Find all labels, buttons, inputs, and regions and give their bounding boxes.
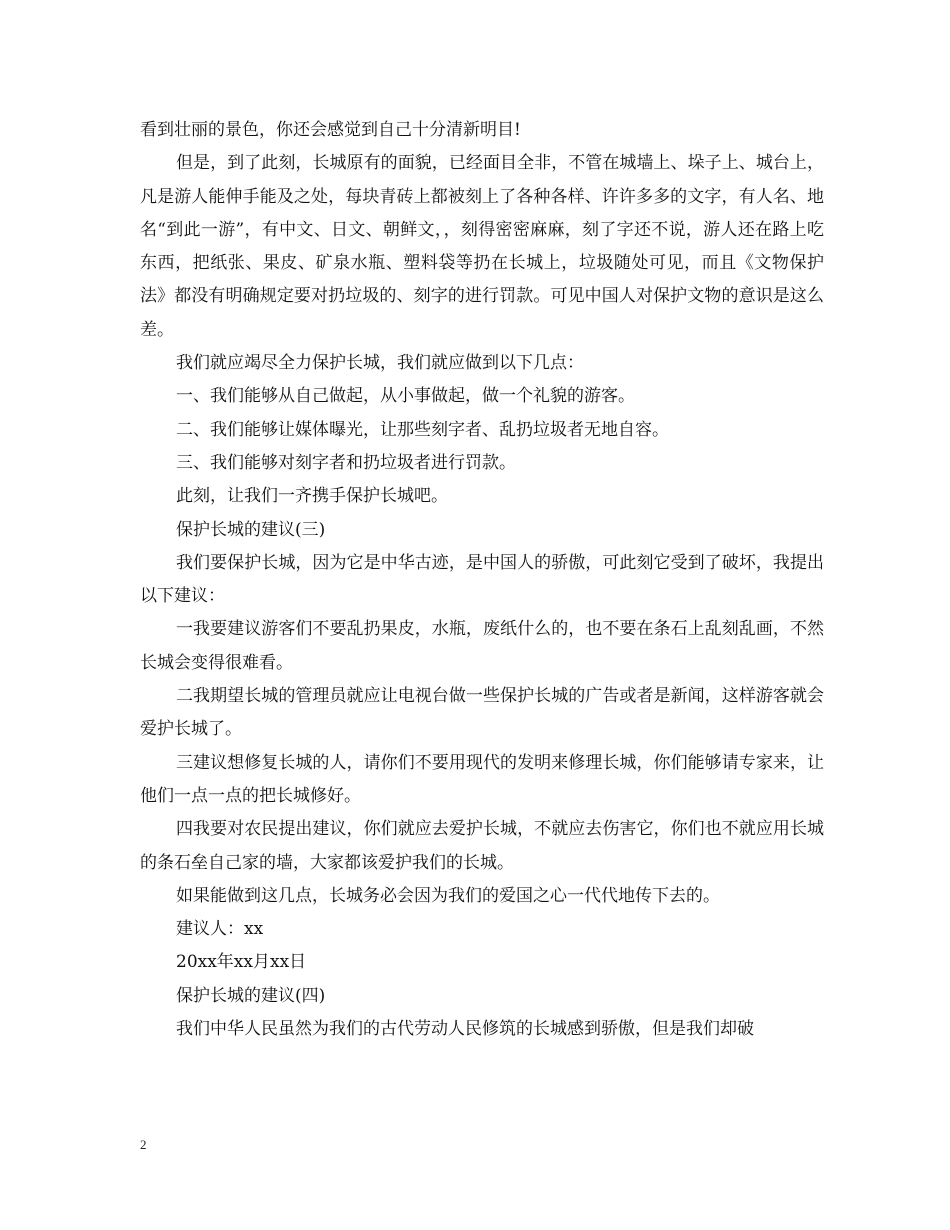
list-item: 一、我们能够从自己做起，从小事做起，做一个礼貌的游客。 bbox=[176, 386, 635, 407]
list-item: 二、我们能够让媒体曝光，让那些刻字者、乱扔垃圾者无地自容。 bbox=[176, 419, 669, 440]
signature-line: 建议人：xx bbox=[176, 919, 264, 940]
list-item: 三、我们能够对刻字者和扔垃圾者进行罚款。 bbox=[176, 452, 516, 473]
paragraph: 我们中华人民虽然为我们的古代劳动人民修筑的长城感到骄傲，但是我们却破 bbox=[176, 1019, 754, 1040]
date-line: 20xx年xx月xx日 bbox=[176, 952, 307, 973]
paragraph: 看到壮丽的景色，你还会感觉到自己十分清新明目! bbox=[140, 120, 521, 140]
paragraph: 但是，到了此刻，长城原有的面貌，已经面目全非，不管在城墙上、垛子上、城台上，凡是游人能伸手能及之处，每块青砖上都被刻上了各种各样、许许多多的文字，有人名、地名“到此一游”，有中文、日文、朝鲜文，，刻得密密麻麻，刻了字还不说，游人还在路上吃东西，把纸张、果皮、矿泉水瓶、塑料袋等扔在长城上，垃圾随处可见，而且《文物保护法》都没有明确规定要对扔垃圾的、刻字的进行罚款。可见中国人对保护文物的意识是这么差。 bbox=[140, 153, 824, 340]
paragraph: 四我要对农民提出建议，你们就应去爱护长城，不就应去伤害它，你们也不就应用长城的条石垒自己家的墙，大家都该爱护我们的长城。 bbox=[140, 819, 824, 873]
paragraph: 二我期望长城的管理员就应让电视台做一些保护长城的广告或者是新闻，这样游客就会爱护长城了。 bbox=[140, 686, 824, 740]
paragraph: 我们就应竭尽全力保护长城，我们就应做到以下几点： bbox=[176, 353, 584, 374]
section-heading: 保护长城的建议(四) bbox=[176, 985, 326, 1006]
paragraph: 此刻，让我们一齐携手保护长城吧。 bbox=[176, 486, 448, 507]
document-body bbox=[140, 114, 824, 1046]
paragraph: 三建议想修复长城的人，请你们不要用现代的发明来修理长城，你们能够请专家来，让他们一点一点的把长城修好。 bbox=[140, 752, 824, 806]
paragraph: 我们要保护长城，因为它是中华古迹，是中国人的骄傲，可此刻它受到了破坏，我提出以下建议： bbox=[140, 552, 824, 607]
paragraph: 一我要建议游客们不要乱扔果皮，水瓶，废纸什么的，也不要在条石上乱刻乱画，不然长城会变得很难看。 bbox=[140, 619, 824, 673]
section-heading: 保护长城的建议(三) bbox=[176, 519, 326, 540]
paragraph: 如果能做到这几点，长城务必会因为我们的爱国之心一代代地传下去的。 bbox=[176, 885, 720, 906]
page-number: 2 bbox=[140, 1137, 147, 1152]
